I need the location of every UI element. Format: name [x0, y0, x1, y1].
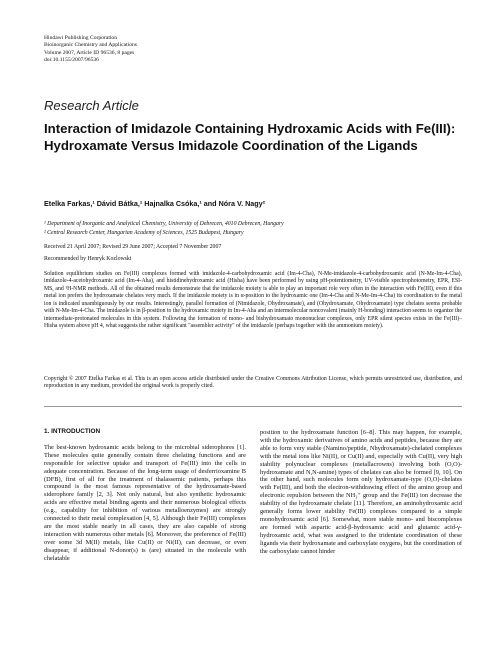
article-type: Research Article	[44, 98, 139, 113]
abstract: Solution equilibrium studies on Fe(III) complexes formed with imidazole-4-carbohydroxamic acid (Im-4-Cha), N-Me-imidazole-4-carbohydroxamic acid (N-Me-Im-4-Cha), imidazole-4-acetohydroxamic acid (Im-4-Aha), and histidinehydroxamic acid (Hisha) have been performed by using pH-potentiometry, UV-visible spectrophotometry, EPR, ESI-MS, and ¹H-NMR methods. All of the obtained results demonstrate that the imidazole moiety is able to play an important role very often in the interaction with Fe(III), even if this metal ion prefers the hydroxamate chelates very much. If the imidazole moiety is in α-position to the hydroxamic one (Im-4-Cha and N-Me-Im-4-Cha) its coordination to the metal ion is indicated unambiguously by our results. Interestingly, parallel formation of (Nimidazole, Ohydroxamate), and (Ohydroxamate, Ohydroxamate) type chelates seems probable with N-Me-Im-4-Cha. The imidazole is in β-position to the hydroxamic moiety in Im-4-Aha and an intermolecular noncovalent (mainly H-bonding) interaction seems to organize the intermediate-protonated molecules in this system. Following the formation of mono- and bishydroxamato mononuclear complexes, only EPR silent species exists in the Fe(III)–Hisha system above pH 4, what suggests the rather significant "assembler activity" of the imidazole (perhaps together with the ammonium moiety).	[44, 271, 462, 330]
intro-paragraph-left: The best-known hydroxamic acids belong to the microbial siderophores [1]. These molecules quite generally contain three chelating functions and are responsible for selective uptake and transport of Fe(III) into the cells in adequate concentration. Because of the long-term usage of desferrioxamine B (DFB), first of all for the treatment of thalassemic patients, perhaps this compound is the most famous representative of the hydroxamate-based siderophore family [2, 3]. Not only natural, but also synthetic hydroxamic acids are effective metal binding agents and their numerous biological effects (e.g., capability for inhibition of various metalloenzymes) are strongly connected to their metal complexation [4, 5]. Although their Fe(III) complexes are the most stable nearly in all cases, they are also capable of strong interaction with numerous other metals [6]. Moreover, the preference of Fe(III) over some 3d M(II) metals, like Cu(II) or Ni(II), can decrease, or even disappear, if additional N-donor(s) is (are) situated in the molecule with chelatable	[44, 443, 246, 562]
publisher: Hindawi Publishing Corporation	[44, 35, 118, 41]
doi: doi:10.1155/2007/96536	[44, 57, 99, 64]
affiliation-1: ¹ Department of Inorganic and Analytical Chemistry, University of Debrecen, 4010 Debrecen, Hungary	[44, 221, 284, 227]
left-column	[44, 428, 246, 563]
affiliations	[44, 220, 284, 238]
journal-header	[44, 35, 137, 65]
intro-paragraph-right: position to the hydroxamate function [6–8]. This may happen, for example, with the hydroxamic derivatives of amino acids and peptides, because they are able to form very stable (Namino/peptide, Nhydroxamate)-chelated complexes with the metal ions like Ni(II), or Cu(II) and, especially with Cu(II), very high stability polynuclear complexes (metallacrowns) involving both (O,O)-hydroxamate and N,N-amine) types of chelates can also be formed [9, 10]. On the other hand, such molecules form only hydroxamate-type (O,O)-chelates with Fe(III), and both the electron-withdrawing effect of the amino group and electronic repulsion between the NH₃⁺ group and the Fe(III) ion decrease the stability of the hydroxamate chelate [11]. Therefore, an aminohydroxamic acid generally forms lower stability Fe(III) complexes compared to a simple monohydroxamic acid [6]. Somewhat, more stable mono- and biscomplexes are formed with aspartic acid-β-hydroxamic acid and glutamic acid-γ-hydroxamic acid, what was assigned to the tridentate coordination of these ligands via their hydroxamate and carboxylate oxygens, but the coordination of the carboxylate cannot hinder	[260, 429, 462, 555]
journal-name: Bioinorganic Chemistry and Applications	[44, 42, 137, 49]
divider	[44, 406, 462, 407]
copyright-notice: Copyright © 2007 Etelka Farkas et al. This is an open access article distributed under the Creative Commons Attribution License, which permits unrestricted use, distribution, and reproduction in any medium, provided the original work is properly cited.	[44, 376, 462, 390]
section-heading: 1. INTRODUCTION	[44, 428, 101, 435]
recommended-by: Recommended by Henryk Kozlowski	[44, 256, 132, 262]
affiliation-2: ² Central Research Center, Hungarian Academy of Sciences, 1525 Budapest, Hungary	[44, 230, 244, 236]
right-column	[260, 429, 462, 556]
article-title: Interaction of Imidazole Containing Hydroxamic Acids with Fe(III): Hydroxamate Versus Imidazole Coordination of the Ligands	[44, 121, 456, 153]
article-dates: Received 21 April 2007; Revised 29 June 2007; Accepted 7 November 2007	[44, 244, 222, 250]
volume-info: Volume 2007, Article ID 96536, 8 pages	[44, 49, 135, 56]
author-list: Etelka Farkas,¹ Dávid Bátka,¹ Hajnalka Csóka,¹ and Nóra V. Nagy²	[44, 199, 266, 208]
